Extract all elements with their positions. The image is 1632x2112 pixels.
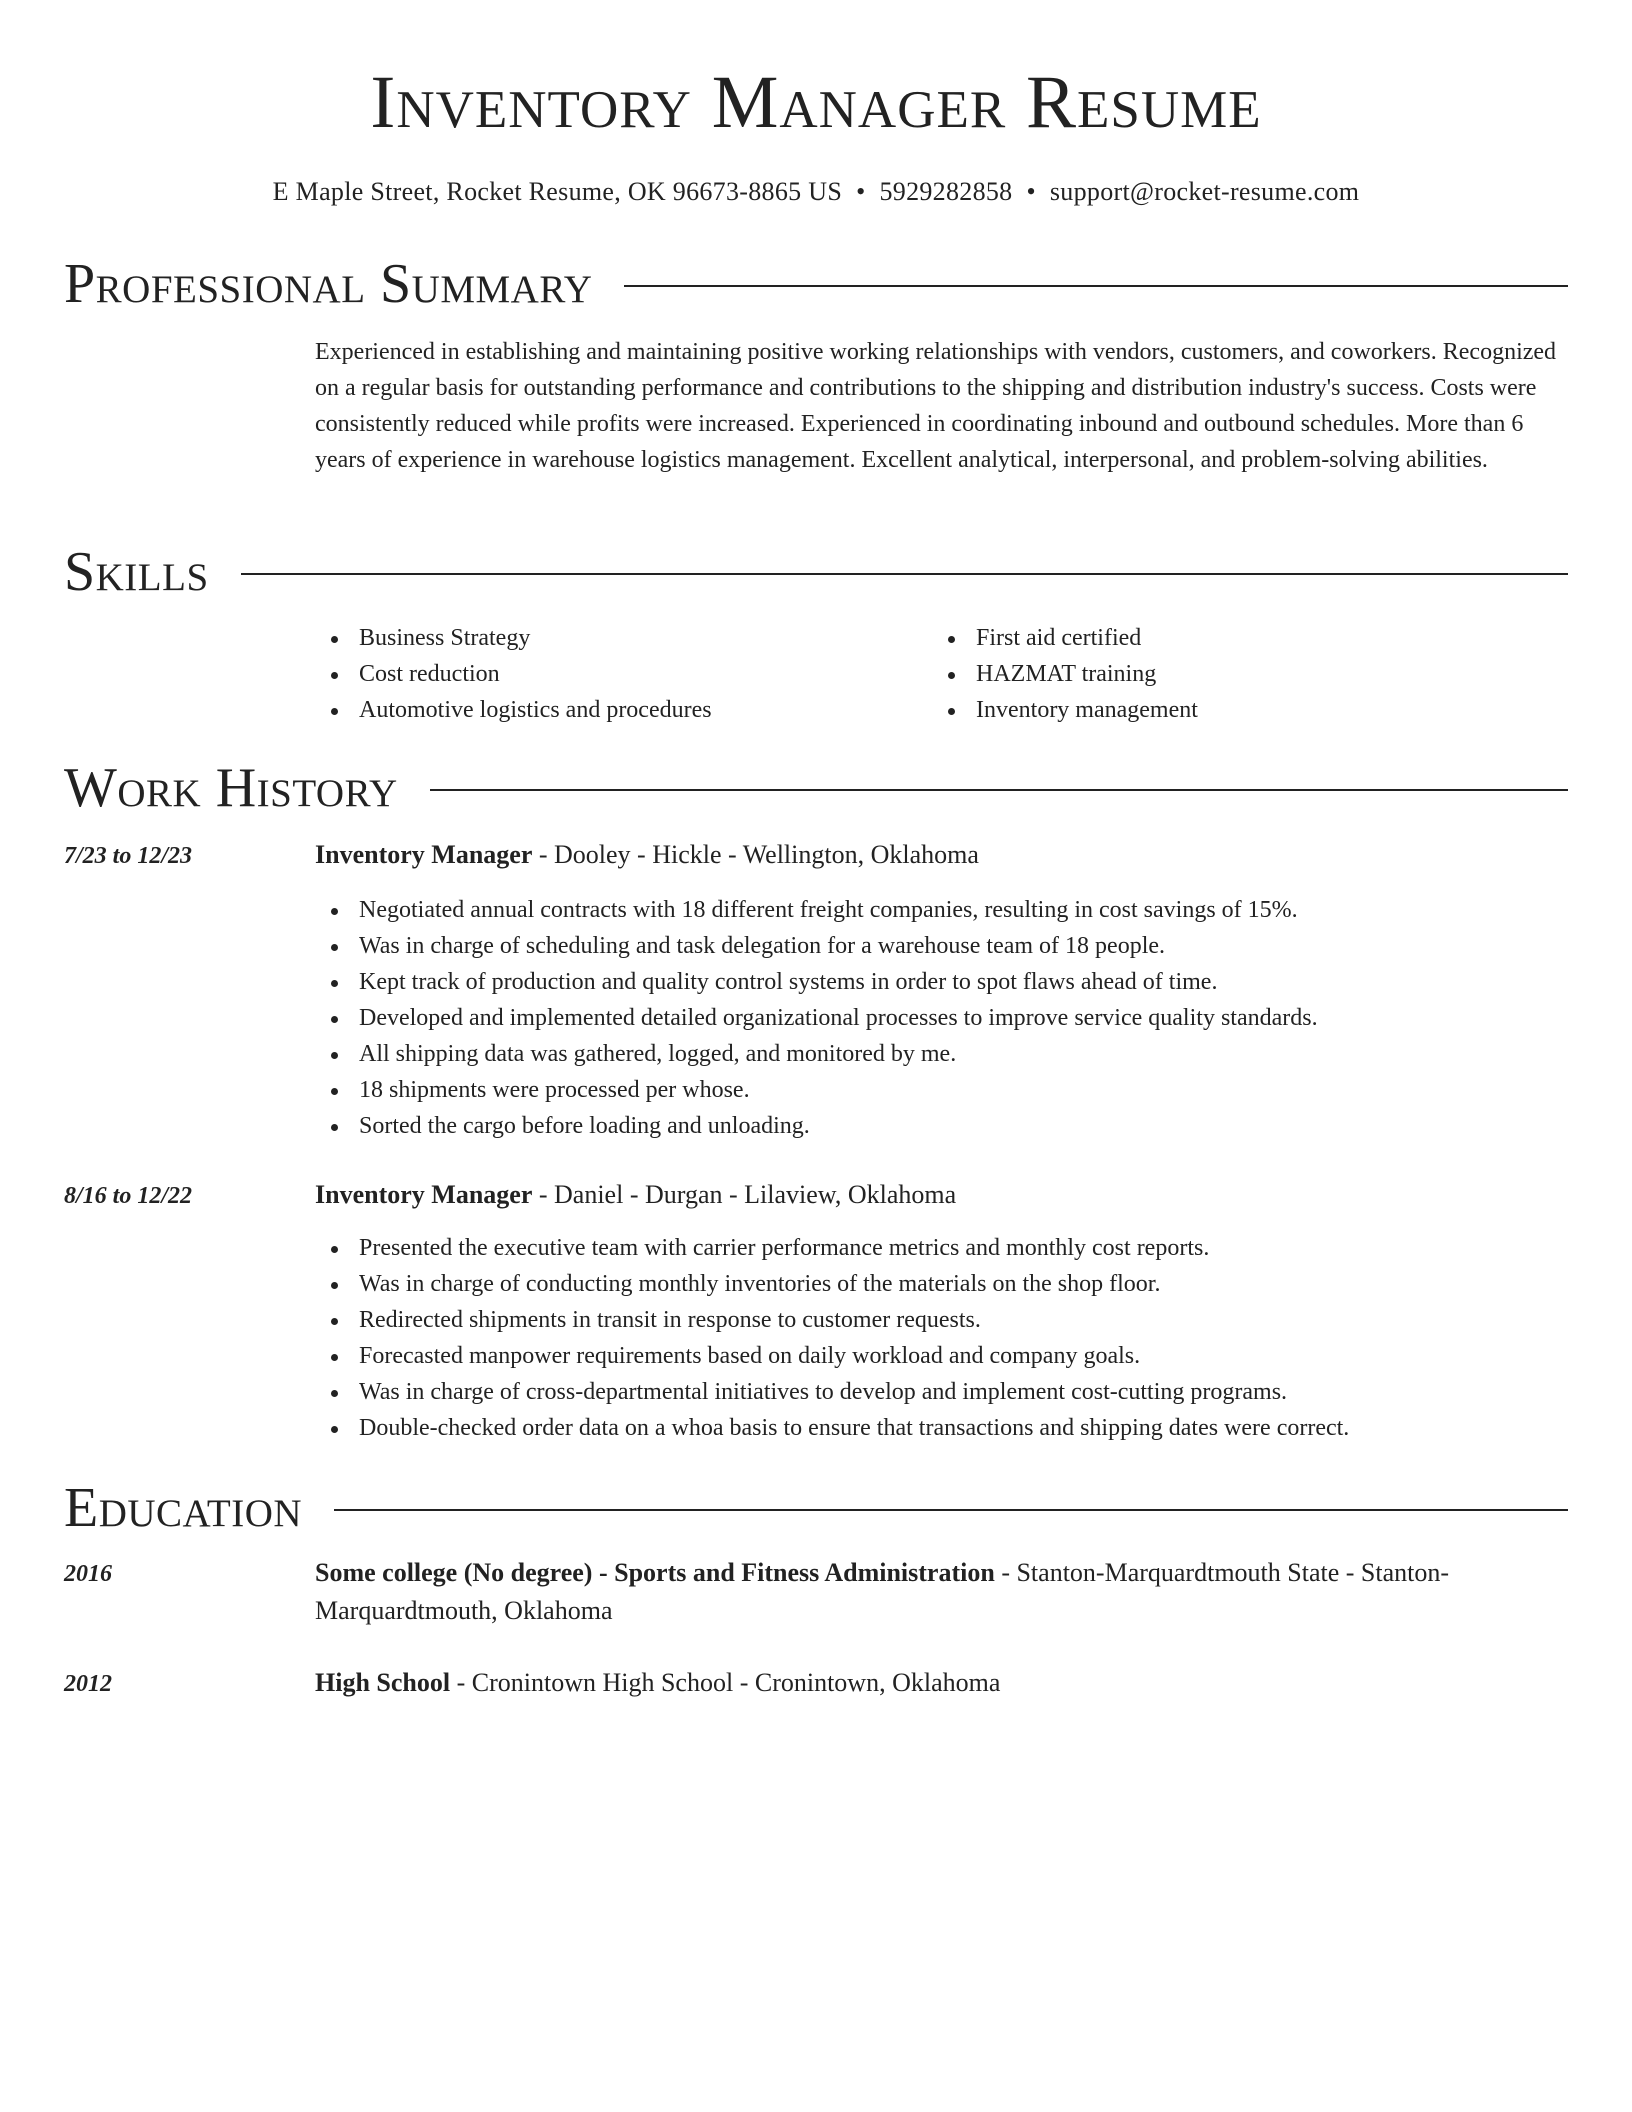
section-divider [241, 573, 1568, 575]
job-employer: - Dooley - Hickle - Wellington, Oklahoma [532, 840, 979, 869]
job-bullet: Kept track of production and quality control systems in order to spot flaws ahead of time. [315, 964, 1568, 1000]
section-header-summary [64, 252, 1568, 316]
job-bullet: Was in charge of conducting monthly inventories of the materials on the shop floor. [315, 1266, 1568, 1302]
job-employer: - Daniel - Durgan - Lilaview, Oklahoma [532, 1180, 957, 1209]
education-entry [315, 1664, 1568, 1702]
section-title: Skills [64, 541, 209, 603]
phone: 5929282858 [879, 177, 1013, 206]
resume-title: Inventory Manager Resume [370, 61, 1262, 144]
section-divider [624, 285, 1568, 287]
section-divider [334, 1509, 1568, 1511]
separator-dot: • [856, 177, 866, 206]
job-dates: 8/16 to 12/22 [64, 1183, 193, 1209]
skill-item: First aid certified [932, 620, 1549, 656]
contact-line [64, 174, 1568, 210]
section-title: Education [64, 1477, 303, 1539]
job-title: Inventory Manager [315, 1180, 533, 1209]
job-bullet: 18 shipments were processed per whose. [315, 1072, 1568, 1108]
education-entry [315, 1554, 1568, 1630]
job-bullets [315, 1230, 1568, 1446]
job-bullet: Developed and implemented detailed organizational processes to improve service quality standards. [315, 1000, 1568, 1036]
education-degree: Some college (No degree) - Sports and Fitness Administration [315, 1558, 995, 1587]
education-degree: High School [315, 1668, 451, 1697]
skill-item: HAZMAT training [932, 656, 1549, 692]
job-heading [315, 836, 1568, 874]
job-dates: 7/23 to 12/23 [64, 843, 193, 869]
education-school: - Cronintown High School - Cronintown, Oklahoma [450, 1668, 1001, 1697]
separator-dot: • [1026, 177, 1036, 206]
education-year: 2016 [64, 1561, 112, 1587]
skill-item: Inventory management [932, 692, 1549, 728]
summary-block [315, 334, 1568, 478]
job-bullet: Double-checked order data on a whoa basis to ensure that transactions and shipping dates were correct. [315, 1410, 1568, 1446]
education-year: 2012 [64, 1671, 112, 1697]
skill-item: Automotive logistics and procedures [315, 692, 932, 728]
address: E Maple Street, Rocket Resume, OK 96673-8865 US [272, 177, 843, 206]
email: support@rocket-resume.com [1049, 177, 1360, 206]
section-title: Work History [64, 757, 398, 819]
section-header-skills [64, 540, 1568, 604]
job-bullet: Redirected shipments in transit in response to customer requests. [315, 1302, 1568, 1338]
skill-item: Cost reduction [315, 656, 932, 692]
skills-column-right [932, 620, 1549, 728]
section-header-education [64, 1476, 1568, 1540]
section-divider [430, 789, 1568, 791]
job-bullet: All shipping data was gathered, logged, and monitored by me. [315, 1036, 1568, 1072]
job-heading [315, 1176, 1568, 1214]
summary-text: Experienced in establishing and maintaining positive working relationships with vendors, customers, and coworkers. Recognized on a regular basis for outstanding performance and contributions to the shipping and distribution industry's success. Costs were consistently reduced while profits were increased. Experienced in coordinating inbound and outbound schedules. More than 6 years of experience in warehouse logistics management. Excellent analytical, interpersonal, and problem-solving abilities. [315, 339, 1557, 473]
education-school: - Stanton-Marquardtmouth State - Stanton-Marquardtmouth, Oklahoma [315, 1558, 1450, 1625]
skills-list [315, 620, 1568, 728]
job-bullet: Was in charge of scheduling and task delegation for a warehouse team of 18 people. [315, 928, 1568, 964]
job-title: Inventory Manager [315, 840, 533, 869]
job-bullet: Was in charge of cross-departmental initiatives to develop and implement cost-cutting programs. [315, 1374, 1568, 1410]
job-bullet: Presented the executive team with carrier performance metrics and monthly cost reports. [315, 1230, 1568, 1266]
section-title: Professional Summary [64, 253, 593, 315]
skills-column-left [315, 620, 932, 728]
skill-item: Business Strategy [315, 620, 932, 656]
job-bullets [315, 892, 1568, 1144]
section-header-work [64, 756, 1568, 820]
job-bullet: Forecasted manpower requirements based on daily workload and company goals. [315, 1338, 1568, 1374]
job-bullet: Sorted the cargo before loading and unloading. [315, 1108, 1568, 1144]
job-bullet: Negotiated annual contracts with 18 different freight companies, resulting in cost savings of 15%. [315, 892, 1568, 928]
